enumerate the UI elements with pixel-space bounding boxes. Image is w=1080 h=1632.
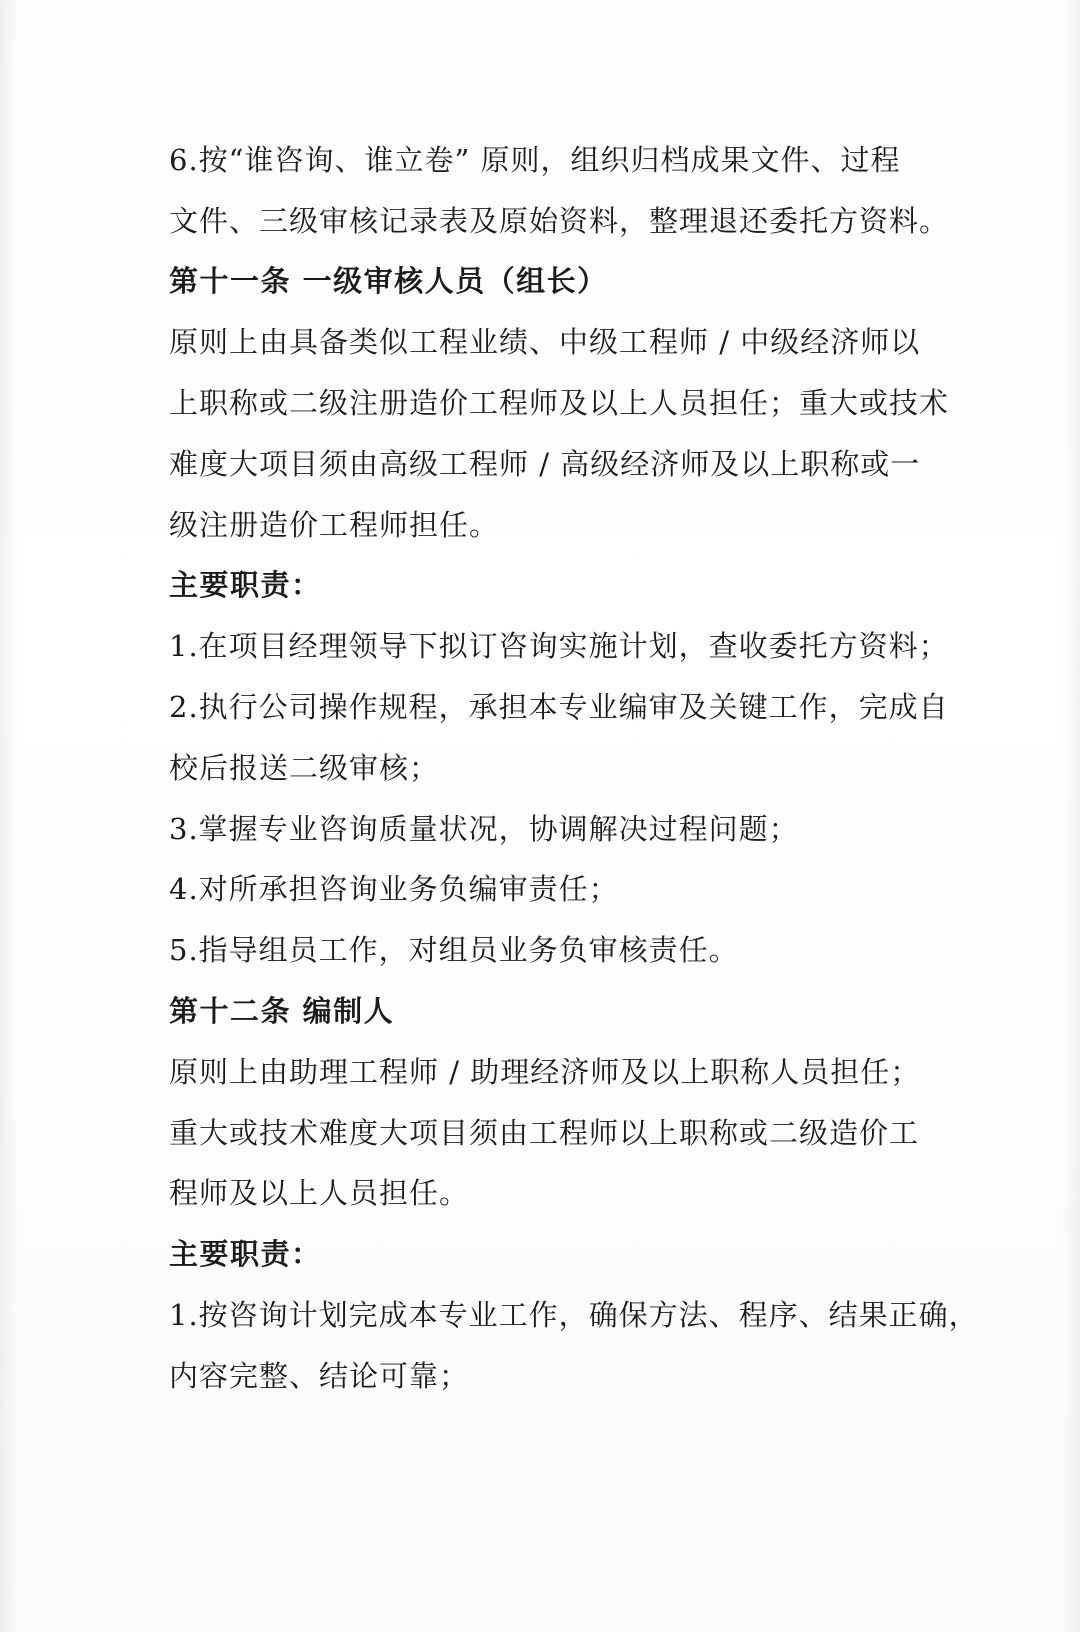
paragraph-line: 程师及以上人员担任。 xyxy=(169,1176,470,1210)
list-item-continuation: 内容完整、结论可靠； xyxy=(169,1359,470,1393)
section-heading: 主要职责： xyxy=(169,1237,322,1271)
section-heading: 主要职责： xyxy=(169,568,322,602)
article-heading: 第十二条 编制人 xyxy=(169,994,395,1028)
paragraph-line: 原则上由具备类似工程业绩、中级工程师 / 中级经济师以 xyxy=(169,325,921,359)
page-edge-shadow-left xyxy=(0,0,18,1632)
paragraph-line: 文件、三级审核记录表及原始资料，整理退还委托方资料。 xyxy=(169,204,950,238)
paragraph-line: 6.按“谁咨询、谁立卷” 原则，组织归档成果文件、过程 xyxy=(169,143,901,177)
paragraph-line: 原则上由助理工程师 / 助理经济师及以上职称人员担任； xyxy=(169,1055,921,1089)
paragraph-line: 难度大项目须由高级工程师 / 高级经济师及以上职称或一 xyxy=(169,447,921,481)
paragraph-line: 上职称或二级注册造价工程师及以上人员担任；重大或技术 xyxy=(169,386,950,420)
paragraph-line: 级注册造价工程师担任。 xyxy=(169,508,500,542)
list-item: 4.对所承担咨询业务负编审责任； xyxy=(169,872,619,906)
list-item: 1.在项目经理领导下拟订咨询实施计划，查收委托方资料； xyxy=(169,629,949,663)
page-edge-shadow-right xyxy=(1062,0,1080,1632)
list-item: 1.按咨询计划完成本专业工作，确保方法、程序、结果正确， xyxy=(169,1298,979,1332)
list-item: 5.指导组员工作，对组员业务负审核责任。 xyxy=(169,933,739,967)
article-heading: 第十一条 一级审核人员（组长） xyxy=(169,264,608,298)
list-item-continuation: 校后报送二级审核； xyxy=(169,751,440,785)
paragraph-line: 重大或技术难度大项目须由工程师以上职称或二级造价工 xyxy=(169,1116,920,1150)
list-item: 2.执行公司操作规程，承担本专业编审及关键工作，完成自 xyxy=(169,690,949,724)
list-item: 3.掌握专业咨询质量状况，协调解决过程问题； xyxy=(169,812,799,846)
